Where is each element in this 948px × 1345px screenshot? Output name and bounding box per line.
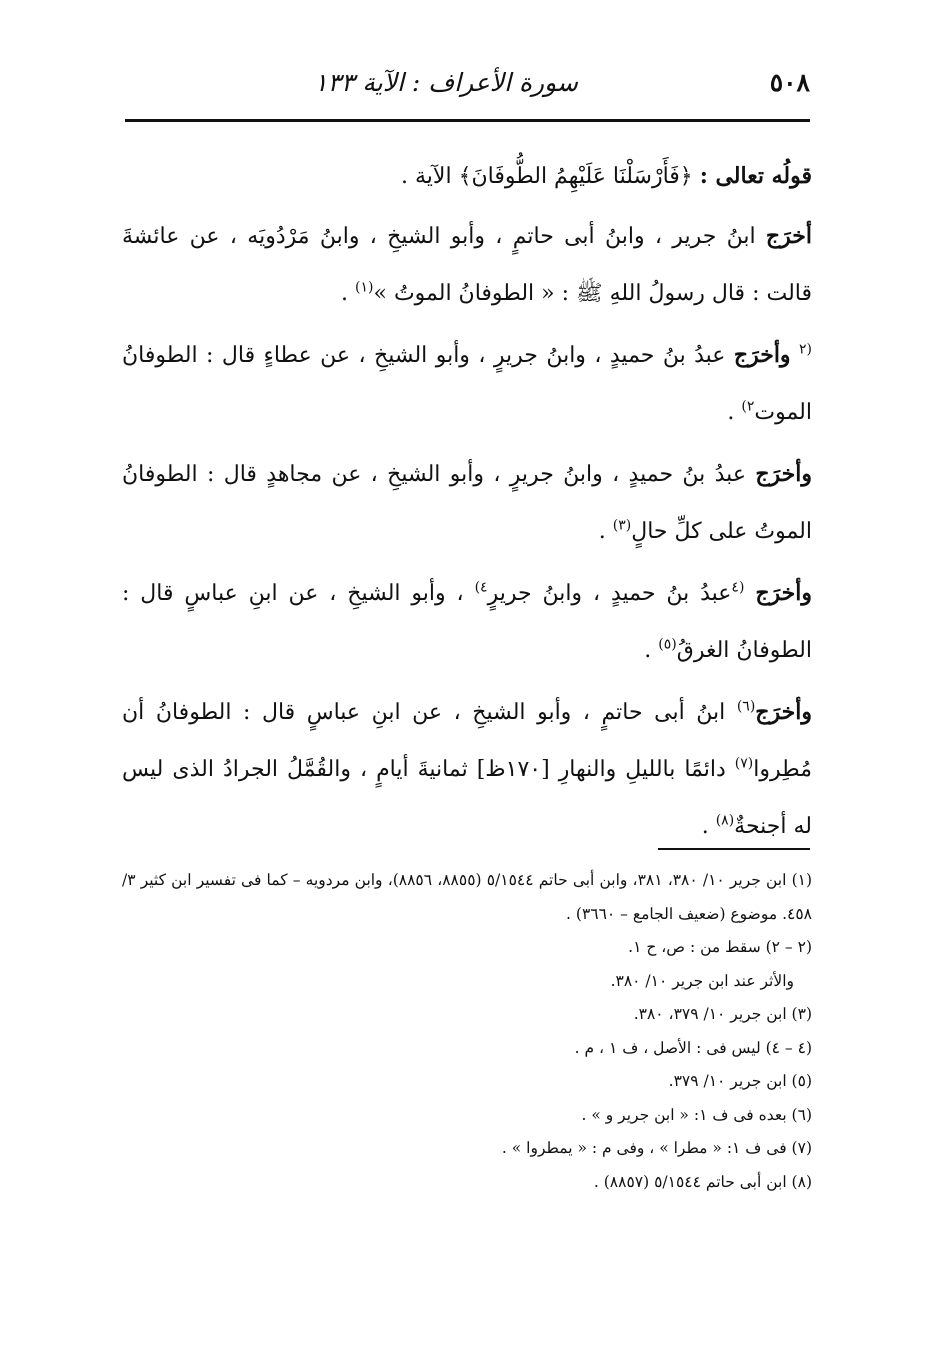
footnote-marker: (٣) (612, 517, 632, 534)
paragraph-lead: وأخرَج (755, 461, 812, 487)
footnote-5: (٥) ابن جرير ١٠/ ٣٧٩. (668, 1072, 812, 1090)
paragraph-lead: وأخرَج (755, 580, 813, 606)
paragraph-text: عبدُ بنُ حميدٍ ، وابنُ جريرٍ ، وأبو الشيخِ ، عن مجاهدٍ قال : الطوفانُ الموتُ على كلِّ حالٍ (122, 462, 812, 544)
paragraph-text: ، وأبو الشيخِ ، عن ابنِ عباسٍ قال : الطوفانُ الغرقُ (122, 581, 812, 663)
footnote-marker: (٨) (715, 812, 735, 829)
footnote-marker: (٥) (658, 636, 677, 653)
footnote-3: (٣) ابن جرير ١٠/ ٣٧٩، ٣٨٠. (633, 1005, 812, 1023)
footnote-marker: (١) (355, 279, 374, 296)
paragraph-ata (122, 327, 812, 441)
footnote-marker: (٢ (799, 341, 812, 358)
verse-heading (122, 148, 812, 205)
footnote-marker: (٦) (736, 698, 756, 715)
verse-heading-lead: قولُه تعالى : (699, 163, 812, 189)
paragraph-text: ابنُ جرير ، وابنُ أبى حاتمٍ ، وأبو الشيخِ ، وابنُ مَرْدُويَه ، عن عائشةَ قالت : قال رسولُ اللهِ ﷺ : « الطوفانُ الموتُ » (122, 224, 812, 306)
header-rule (125, 119, 810, 122)
page-number: ٥٠٨ (769, 68, 810, 97)
main-text (122, 148, 812, 860)
paragraph-text: دائمًا بالليلِ والنهارِ [١٧٠ظ] ثمانيةَ أيامٍ ، والقُمَّلُ الجرادُ الذى ليس له أجنحةٌ (122, 757, 812, 839)
paragraph-aisha (122, 208, 812, 322)
paragraph-end: . (644, 638, 659, 663)
footnote-2-continuation: والأثر عند ابن جرير ١٠/ ٣٨٠. (610, 971, 794, 990)
paragraph-lead: وأخرَج (733, 342, 791, 368)
verse-heading-quote: ﴿فَأَرْسَلْنَا عَلَيْهِمُ الطُّوفَانَ﴾ الآية . (401, 164, 693, 189)
footnote-marker: ٢) (741, 398, 755, 415)
paragraph-text: عبدُ بنُ حميدٍ ، وابنُ جريرٍ (487, 581, 732, 606)
footnote-marker: ٤) (474, 579, 488, 596)
page-header (125, 62, 810, 114)
paragraph-lead: أخرَج (765, 223, 812, 249)
footnote-marker: (٤ (731, 579, 745, 596)
footnotes (122, 864, 812, 1199)
footnote-marker: (٧) (734, 755, 754, 772)
paragraph-end: . (341, 281, 356, 306)
running-title: سورة الأعراف : الآية ١٣٣ (314, 68, 578, 97)
paragraph-end: . (727, 400, 742, 425)
footnote-7: (٧) فى ف ١: « مطرا » ، وفى م : « يمطروا » . (501, 1139, 812, 1157)
paragraph-text: ابنُ أبى حاتمٍ ، وأبو الشيخِ ، عن ابنِ عباسٍ قال : الطوفانُ أن مُطِروا (122, 700, 812, 782)
paragraph-lead: وأخرَج (755, 699, 812, 725)
footnote-4: (٤ – ٤) ليس فى : الأصل ، ف ١ ، م . (574, 1038, 812, 1057)
paragraph-text: عبدُ بنُ حميدٍ ، وابنُ جريرٍ ، وأبو الشيخِ ، عن عطاءٍ قال : الطوفانُ الموت (122, 343, 812, 425)
paragraph-end: . (598, 519, 613, 544)
paragraph-ibn-abbas-2 (122, 684, 812, 855)
footnote-8: (٨) ابن أبى حاتم ٥/١٥٤٤ (٨٨٥٧) . (593, 1172, 812, 1191)
footnote-2: (٢ – ٢) سقط من : ص، ح ١. (628, 938, 812, 956)
paragraph-mujahid (122, 446, 812, 560)
paragraph-ibn-abbas-1 (122, 565, 812, 679)
footnote-6: (٦) بعده فى ف ١: « ابن جرير و » . (581, 1105, 812, 1124)
paragraph-end: . (701, 814, 716, 839)
footnote-1: (١) ابن جرير ١٠/ ٣٨٠، ٣٨١، وابن أبى حاتم ٥/١٥٤٤ (٨٨٥٥، ٨٨٥٦)، وابن مردويه – كما فى تفسير ابن كثير ٣/ ٤٥٨. موضوع (ضعيف الجامع – ٣٦٦٠) . (122, 871, 813, 923)
footnote-separator (658, 848, 810, 850)
